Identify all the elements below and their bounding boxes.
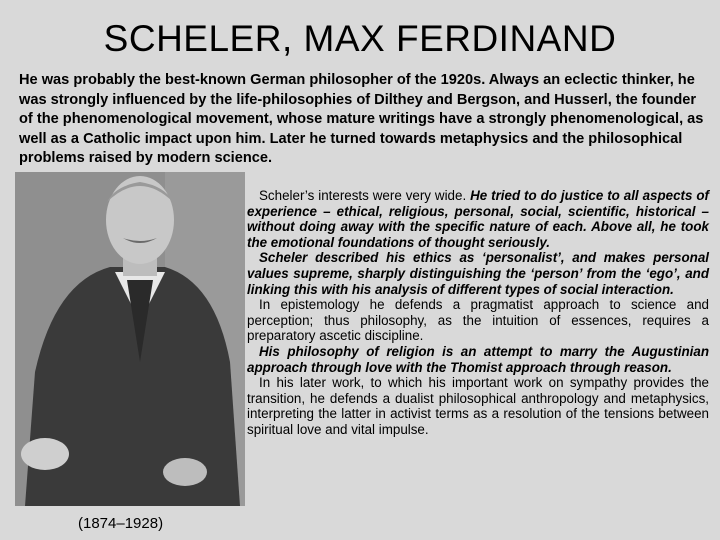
slide-title: SCHELER, MAX FERDINAND	[103, 18, 617, 59]
portrait-photo	[15, 172, 245, 506]
body-text	[247, 188, 709, 438]
portrait-caption: (1874–1928)	[78, 515, 164, 532]
paragraph-religion: His philosophy of religion is an attempt to marry the Augustinian approach through love with the Thomist approach through reason.	[247, 343, 709, 375]
intro-paragraph: He was probably the best-known German philosopher of the 1920s. Always an eclectic thinker, he was strongly influenced by the life-philosophies of Dilthey and Bergson, and Husserl, the founder of the phenomenological movement, whose mature writings have a strongly phenomenological, as well as a Catholic impact upon him. Later he turned towards metaphysics and the philosophical problems raised by modern science.	[19, 72, 704, 166]
paragraph-interests	[247, 188, 709, 250]
paragraph-interests-plain: Scheler’s interests were very wide.	[259, 188, 471, 203]
paragraph-interests-emphasis: He tried to do justice to all aspects of experience – ethical, religious, personal, social, scientific, historical – without doing away with the specific nature of each. Above all, he took the emotional foundations of thought seriously.	[247, 188, 709, 250]
paragraph-later-work: In his later work, to which his important work on sympathy provides the transition, he defends a dualist philosophical anthropology and metaphysics, interpreting the latter in activist terms as a resolution of the tensions between spiritual love and vital impulse.	[247, 375, 709, 437]
paragraph-ethics: Scheler described his ethics as ‘personalist’, and makes personal values supreme, sharply distinguishing the ‘person’ from the ‘ego’, and linking this with his analysis of different types of social interaction.	[247, 250, 709, 297]
paragraph-epistemology: In epistemology he defends a pragmatist approach to science and perception; thus philosophy, as the intuition of essences, requires a preparatory ascetic discipline.	[247, 297, 709, 344]
